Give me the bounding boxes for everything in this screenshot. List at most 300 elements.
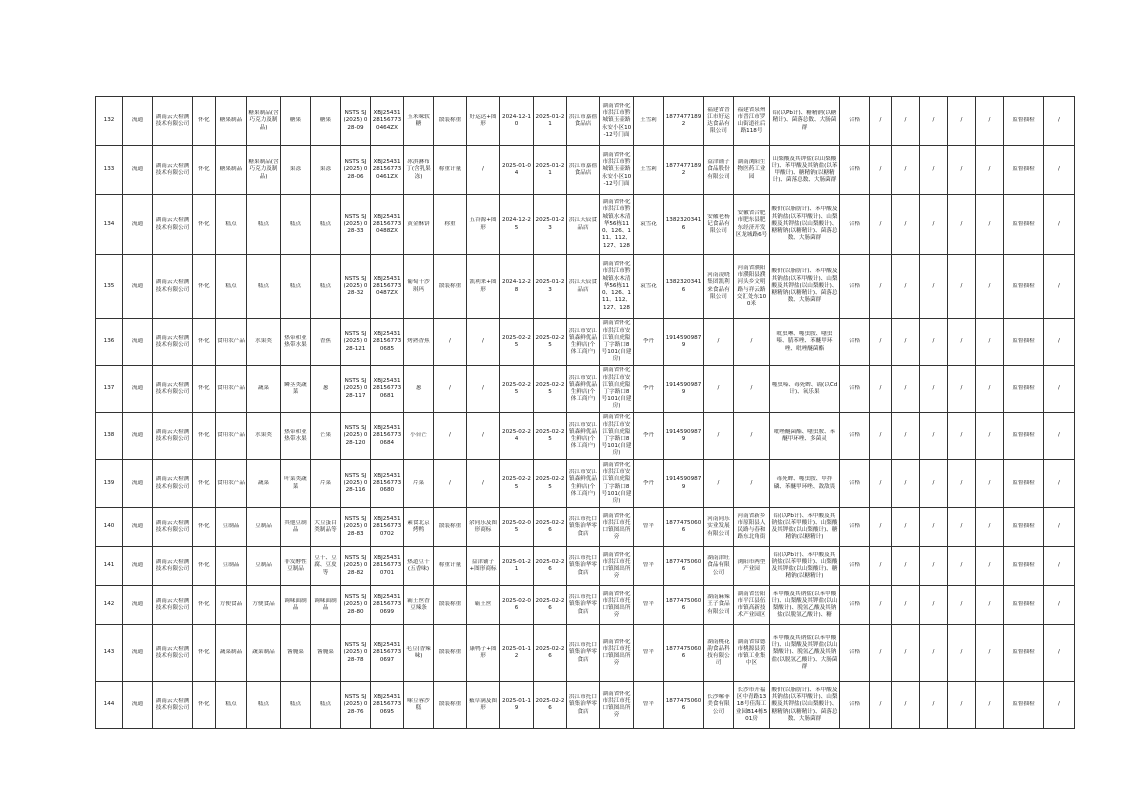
cell-food-subcategory: [247, 625, 281, 682]
cell-unqualified-item: [870, 413, 892, 460]
food-category-text: 食用农产品: [217, 385, 245, 392]
cell-testing-agency: [153, 97, 193, 146]
cell-channel: [123, 586, 153, 625]
cell-unqualified-item: [870, 586, 892, 625]
cell-manufacturer-name: [704, 547, 734, 586]
food-detail-category-text: 调味面制品: [314, 597, 337, 611]
food-sub-subcategory-text: 热带和亚热带水果: [284, 334, 307, 348]
cell-sample-number: [371, 460, 404, 508]
cell-sampled-unit-name: [567, 319, 600, 366]
sample-number-text: XBJ25431281567730464ZX: [372, 110, 402, 131]
remarks-text: /: [1058, 701, 1060, 708]
unit-text: /: [960, 432, 963, 439]
cell-row-number: [96, 682, 123, 729]
cell-row-number: [96, 366, 123, 413]
test-items-text: 铅(以Pb计)、苯甲酸及其钠盐(以苯甲酸计)、山梨酸及其钾盐(以山梨酸计)、糖精钠(以糖精计): [771, 551, 838, 580]
sample-number-text: XBJ25431281567730695: [372, 694, 402, 715]
packaging-text: /: [449, 479, 451, 486]
testing-agency-text: 湖南云天检测技术有限公司: [155, 597, 190, 611]
cell-sampled-unit-name: [567, 255, 600, 319]
cell-packaging: [434, 319, 467, 366]
cell-food-category: [216, 460, 247, 508]
cell-result: [840, 682, 870, 729]
production-date-text: 2025-01-12: [502, 645, 531, 659]
inspection-type-text: 监督抽检: [1012, 220, 1035, 227]
manufacturer-address-text: /: [750, 385, 753, 392]
cell-channel: [123, 625, 153, 682]
cell-sampled-unit-address: [600, 366, 634, 413]
contact-person-text: 王雪莉: [640, 117, 657, 124]
test-items-text: 吡虫啉、噻虫胺、噻虫嗪、腈苯唑、苯醚甲环唑、吡唑醚菌酯: [776, 331, 833, 352]
cell-standard-value: [892, 195, 920, 255]
result-text: 合格: [848, 338, 861, 345]
sampled-unit-name-text: 洪江天辰食品店: [569, 279, 597, 293]
cell-sample-number: [371, 625, 404, 682]
production-date-text: 2025-02-24: [502, 428, 531, 442]
sampled-unit-address-text: 湖南省怀化市洪江市安江镇自虎隘丁字路口8号101(自建房): [601, 320, 632, 363]
manufacturer-name-text: /: [717, 432, 720, 439]
remarks-text: /: [1058, 338, 1060, 345]
unit-text: /: [960, 701, 963, 708]
inspection-type-text: 监督抽检: [1012, 282, 1035, 289]
cell-food-detail-category: [311, 255, 341, 319]
cell-production-date: [500, 625, 534, 682]
cell-food-subcategory: [247, 413, 281, 460]
dispose-text: /: [988, 649, 991, 656]
cell-sample-name: [404, 366, 434, 413]
cell-trademark: [467, 586, 500, 625]
measured-value-text: /: [932, 523, 935, 530]
manufacturer-address-text: /: [750, 338, 753, 345]
cell-measured-value: [920, 366, 948, 413]
cell-report-number: [341, 547, 371, 586]
sampled-unit-address-text: 湖南省怀化市洪江市黔城镇玉壶路永安小区10-12号门面: [601, 151, 632, 187]
cell-channel: [123, 413, 153, 460]
cell-remarks: [1044, 319, 1075, 366]
cell-packaging: [434, 97, 467, 146]
cell-sample-number: [371, 413, 404, 460]
cell-sample-number: [371, 586, 404, 625]
cell-manufacturer-address: [734, 319, 770, 366]
manufacturer-address-text: 福建省泉州市晋江市罗山街道社后路118号: [737, 106, 766, 135]
city-text: 怀化: [198, 117, 210, 124]
cell-sampled-unit-address: [600, 547, 634, 586]
unit-text: /: [960, 166, 963, 173]
cell-manufacturer-address: [734, 413, 770, 460]
cell-remarks: [1044, 682, 1075, 729]
row-number-text: 138: [103, 432, 115, 439]
cell-remarks: [1044, 586, 1075, 625]
cell-sample-number: [371, 508, 404, 547]
standard-value-text: /: [904, 523, 907, 530]
cell-manufacturer-address: [734, 255, 770, 319]
cell-inspection-type: [1004, 682, 1044, 729]
cell-food-subcategory: [247, 682, 281, 729]
cell-packaging: [434, 508, 467, 547]
food-sub-subcategory-text: 非发酵性豆制品: [284, 558, 307, 572]
table-row: [96, 366, 1075, 413]
packaging-text: 称重: [444, 220, 456, 227]
dispose-text: /: [988, 282, 991, 289]
cell-inspection-type: [1004, 97, 1044, 146]
cell-test-items: [770, 319, 840, 366]
report-number-text: NSTS SJ (2025) 028-116: [343, 472, 368, 494]
remarks-text: /: [1058, 479, 1060, 486]
food-sub-subcategory-text: 调味面制品: [284, 597, 307, 611]
channel-text: 流通: [131, 523, 144, 530]
cell-testing-agency: [153, 508, 193, 547]
cell-result: [840, 146, 870, 195]
cell-measured-value: [920, 255, 948, 319]
sample-name-text: 霸王丝香豆辣条: [407, 597, 430, 611]
cell-city: [193, 625, 216, 682]
cell-food-detail-category: [311, 195, 341, 255]
row-number-text: 141: [103, 562, 115, 569]
cell-food-detail-category: [311, 413, 341, 460]
cell-channel: [123, 508, 153, 547]
cell-sampling-date: [534, 460, 567, 508]
cell-row-number: [96, 255, 123, 319]
unit-text: /: [960, 523, 963, 530]
trademark-text: 康鸭子+图形: [469, 645, 497, 659]
cell-result: [840, 366, 870, 413]
cell-food-category: [216, 547, 247, 586]
sampled-unit-name-text: 洪江市安江镇森鲜优品生鲜店(个体工商户): [569, 374, 597, 403]
channel-text: 流通: [131, 432, 144, 439]
production-date-text: 2024-12-10: [502, 113, 531, 127]
channel-text: 流通: [131, 117, 144, 124]
cell-sampling-date: [534, 319, 567, 366]
cell-food-subcategory: [247, 460, 281, 508]
cell-food-subcategory: [247, 366, 281, 413]
remarks-text: /: [1058, 166, 1060, 173]
cell-sample-name: [404, 682, 434, 729]
food-detail-category-text: 果冻: [319, 166, 332, 173]
sampled-unit-name-text: 洪江市安江镇森鲜优品生鲜店(个体工商户): [569, 421, 597, 450]
cell-contact-phone: [664, 586, 704, 625]
row-number-text: 137: [103, 385, 115, 392]
manufacturer-name-text: 湖南桃花韵食品科技有限公司: [707, 638, 730, 667]
cell-test-items: [770, 586, 840, 625]
manufacturer-address-text: /: [750, 479, 753, 486]
cell-unqualified-item: [870, 366, 892, 413]
cell-sample-number: [371, 146, 404, 195]
contact-phone-text: 18774750606: [665, 519, 702, 533]
cell-food-category: [216, 682, 247, 729]
testing-agency-text: 湖南云天检测技术有限公司: [155, 428, 190, 442]
food-sub-subcategory-text: 果冻: [289, 166, 302, 173]
cell-row-number: [96, 97, 123, 146]
cell-unit: [948, 146, 976, 195]
cell-unqualified-item: [870, 682, 892, 729]
table-row: [96, 146, 1075, 195]
food-subcategory-text: 水果类: [255, 432, 272, 439]
city-text: 怀化: [198, 432, 210, 439]
sampling-date-text: 2025-02-25: [535, 381, 565, 395]
cell-inspection-type: [1004, 460, 1044, 508]
testing-agency-text: 湖南云天检测技术有限公司: [155, 519, 190, 533]
sampled-unit-address-text: 湖南省怀化市洪江市托口镇图出所旁: [602, 551, 631, 580]
food-sub-subcategory-text: 热带和亚热带水果: [284, 428, 307, 442]
cell-trademark: [467, 146, 500, 195]
sampled-unit-name-text: 洪江市托口镇集治华零食店: [569, 642, 597, 663]
city-text: 怀化: [198, 282, 210, 289]
contact-person-text: 李丹: [642, 385, 655, 392]
cell-sample-name: [404, 586, 434, 625]
testing-agency-text: 湖南云天检测技术有限公司: [155, 162, 190, 176]
unqualified-item-text: /: [879, 220, 882, 227]
manufacturer-address-text: 湖南浏阳生物医药工业园: [737, 159, 766, 180]
cell-test-items: [770, 625, 840, 682]
cell-city: [193, 97, 216, 146]
cell-unqualified-item: [870, 97, 892, 146]
contact-phone-text: 19145909879: [665, 428, 702, 442]
cell-food-sub-subcategory: [281, 413, 311, 460]
cell-sampling-date: [534, 682, 567, 729]
cell-sample-name: [404, 547, 434, 586]
cell-sampled-unit-address: [600, 508, 634, 547]
city-text: 怀化: [198, 701, 210, 708]
result-text: 合格: [848, 166, 861, 173]
cell-manufacturer-name: [704, 255, 734, 319]
cell-inspection-type: [1004, 625, 1044, 682]
cell-food-subcategory: [247, 547, 281, 586]
cell-trademark: [467, 413, 500, 460]
test-items-text: 铅(以Pb计)、糖精钠(以糖精计)、菌落总数、大肠菌群: [772, 110, 837, 131]
contact-phone-text: 18774750606: [665, 597, 702, 611]
cell-sampled-unit-address: [600, 97, 634, 146]
cell-result: [840, 97, 870, 146]
testing-agency-text: 湖南云天检测技术有限公司: [155, 645, 190, 659]
result-text: 合格: [848, 385, 861, 392]
cell-dispose: [976, 508, 1004, 547]
trademark-text: 好运达+图形: [469, 113, 497, 127]
remarks-text: /: [1058, 282, 1060, 289]
cell-city: [193, 319, 216, 366]
table-row: [96, 413, 1075, 460]
cell-production-date: [500, 547, 534, 586]
cell-manufacturer-address: [734, 146, 770, 195]
cell-manufacturer-address: [734, 547, 770, 586]
contact-person-text: 曾平: [642, 562, 655, 569]
cell-sample-name: [404, 508, 434, 547]
cell-contact-phone: [664, 366, 704, 413]
sampled-unit-address-text: 湖南省怀化市洪江市黔城镇水木清华56栋110、126、111、112、127、128: [602, 199, 631, 249]
cell-unit: [948, 460, 976, 508]
cell-testing-agency: [153, 547, 193, 586]
sample-number-text: XBJ25431281567730685: [372, 331, 402, 352]
cell-food-sub-subcategory: [281, 547, 311, 586]
cell-sample-number: [371, 319, 404, 366]
cell-packaging: [434, 682, 467, 729]
trademark-text: 益津铺子+图形商标: [469, 558, 497, 572]
remarks-text: /: [1058, 523, 1060, 530]
report-number-text: NSTS SJ (2025) 028-82: [343, 555, 368, 576]
cell-sampled-unit-address: [600, 195, 634, 255]
cell-testing-agency: [153, 460, 193, 508]
cell-city: [193, 547, 216, 586]
cell-channel: [123, 146, 153, 195]
cell-food-sub-subcategory: [281, 682, 311, 729]
unit-text: /: [960, 601, 963, 608]
cell-production-date: [500, 586, 534, 625]
manufacturer-address-text: 湖南省岳阳市平江县伍市镇高新技术产业园区: [737, 590, 766, 619]
sample-name-text: 热道豆干(五香味): [407, 558, 430, 572]
cell-unqualified-item: [870, 460, 892, 508]
cell-manufacturer-name: [704, 682, 734, 729]
cell-manufacturer-name: [704, 586, 734, 625]
inspection-type-text: 监督抽检: [1012, 166, 1035, 173]
cell-testing-agency: [153, 255, 193, 319]
food-detail-category-text: 糕点: [319, 701, 332, 708]
cell-row-number: [96, 460, 123, 508]
cell-packaging: [434, 146, 467, 195]
cell-manufacturer-name: [704, 366, 734, 413]
cell-remarks: [1044, 255, 1075, 319]
dispose-text: /: [988, 601, 991, 608]
sampling-date-text: 2025-02-25: [535, 476, 565, 490]
contact-phone-text: 18774750606: [665, 558, 702, 572]
test-items-text: 噻虫嗪、毒死蜱、镉(以Cd计)、氧乐果: [771, 381, 838, 395]
packaging-text: /: [449, 432, 451, 439]
cell-food-detail-category: [311, 682, 341, 729]
contact-person-text: 袁雪花: [640, 282, 657, 289]
manufacturer-name-text: 福建省晋江市好运达食品有限公司: [707, 106, 730, 135]
sample-number-text: XBJ25431281567730684: [372, 425, 402, 446]
cell-standard-value: [892, 255, 920, 319]
cell-sampled-unit-name: [567, 97, 600, 146]
manufacturer-name-text: /: [717, 338, 720, 345]
packaging-text: 称重计量: [438, 166, 462, 173]
table-row: [96, 682, 1075, 729]
cell-testing-agency: [153, 413, 193, 460]
cell-production-date: [500, 319, 534, 366]
trademark-text: 五谷源+图形: [469, 217, 497, 231]
trademark-text: /: [482, 338, 484, 345]
food-category-text: 糕点: [225, 220, 237, 227]
cell-remarks: [1044, 460, 1075, 508]
cell-food-sub-subcategory: [281, 146, 311, 195]
cell-remarks: [1044, 97, 1075, 146]
food-subcategory-text: 糖果制品(含巧克力及制品): [248, 110, 279, 131]
cell-channel: [123, 460, 153, 508]
dispose-text: /: [988, 166, 991, 173]
cell-sampling-date: [534, 366, 567, 413]
remarks-text: /: [1058, 385, 1060, 392]
manufacturer-address-text: 河南省新乡市原阳县人民路与春和路东北角街: [737, 512, 766, 541]
production-date-text: 2025-02-25: [502, 476, 531, 490]
cell-sample-name: [404, 195, 434, 255]
row-number-text: 144: [103, 701, 115, 708]
manufacturer-address-text: 湖南省常德市桃源县黄市镇工业集中区: [737, 638, 766, 667]
food-detail-category-text: 糕点: [319, 220, 332, 227]
report-number-text: NSTS SJ (2025) 028-121: [343, 331, 368, 352]
cell-food-subcategory: [247, 508, 281, 547]
dispose-text: /: [988, 385, 991, 392]
measured-value-text: /: [932, 385, 935, 392]
contact-phone-text: 13823203416: [665, 279, 702, 293]
unqualified-item-text: /: [879, 523, 882, 530]
cell-contact-person: [634, 195, 664, 255]
cell-sampled-unit-address: [600, 625, 634, 682]
cell-food-category: [216, 195, 247, 255]
contact-person-text: 曾平: [642, 649, 655, 656]
city-text: 怀化: [198, 479, 210, 486]
cell-contact-person: [634, 413, 664, 460]
dispose-text: /: [988, 479, 991, 486]
cell-report-number: [341, 366, 371, 413]
cell-production-date: [500, 97, 534, 146]
food-subcategory-text: 糕点: [257, 701, 270, 708]
result-text: 合格: [848, 523, 861, 530]
sample-name-text: 黄金酥饼: [407, 220, 430, 227]
cell-unit: [948, 547, 976, 586]
cell-row-number: [96, 195, 123, 255]
cell-row-number: [96, 625, 123, 682]
food-category-text: 糖果制品: [219, 117, 243, 124]
sampled-unit-name-text: 洪江市嘉禧食品店: [569, 162, 597, 176]
measured-value-text: /: [932, 338, 935, 345]
cell-sampled-unit-name: [567, 547, 600, 586]
channel-text: 流通: [131, 338, 144, 345]
dispose-text: /: [988, 220, 991, 227]
trademark-text: /: [482, 432, 484, 439]
sampled-unit-address-text: 湖南省怀化市洪江市托口镇图出所旁: [602, 590, 631, 619]
sample-number-text: XBJ25431281567730488ZX: [372, 213, 402, 235]
sampled-unit-address-text: 湖南省怀化市洪江市黔城镇水木清华56栋110、126、111、112、127、128: [602, 261, 631, 311]
sample-name-text: 烤熟香蕉: [407, 338, 430, 345]
sampling-date-text: 2025-02-26: [535, 519, 565, 533]
cell-result: [840, 413, 870, 460]
cell-testing-agency: [153, 625, 193, 682]
cell-production-date: [500, 508, 534, 547]
row-number-text: 136: [103, 338, 115, 345]
cell-sampling-date: [534, 413, 567, 460]
cell-measured-value: [920, 682, 948, 729]
cell-food-category: [216, 508, 247, 547]
cell-manufacturer-address: [734, 625, 770, 682]
cell-report-number: [341, 255, 371, 319]
cell-test-items: [770, 255, 840, 319]
cell-sampled-unit-address: [600, 319, 634, 366]
channel-text: 流通: [131, 562, 144, 569]
cell-inspection-type: [1004, 195, 1044, 255]
manufacturer-address-text: 河南省濮阳市濮阳县濮河头乡文明路与祥云路交汇处东100米: [736, 264, 767, 307]
cell-contact-person: [634, 366, 664, 413]
row-number-text: 140: [103, 523, 115, 530]
production-date-text: 2024-12-25: [502, 217, 531, 231]
measured-value-text: /: [932, 601, 935, 608]
sampling-date-text: 2025-02-25: [535, 428, 565, 442]
cell-report-number: [341, 508, 371, 547]
table-row: [96, 625, 1075, 682]
sample-number-text: XBJ25431281567730702: [372, 516, 402, 537]
cell-channel: [123, 547, 153, 586]
cell-food-category: [216, 366, 247, 413]
cell-manufacturer-name: [704, 625, 734, 682]
cell-row-number: [96, 586, 123, 625]
cell-food-detail-category: [311, 625, 341, 682]
channel-text: 流通: [131, 220, 144, 227]
unqualified-item-text: /: [879, 601, 882, 608]
food-category-text: 豆制品: [222, 523, 240, 530]
cell-production-date: [500, 460, 534, 508]
cell-unqualified-item: [870, 319, 892, 366]
cell-contact-person: [634, 255, 664, 319]
sampled-unit-name-text: 洪江市安江镇森鲜优品生鲜店(个体工商户): [569, 469, 597, 497]
report-number-text: NSTS SJ (2025) 028-80: [343, 594, 368, 615]
cell-sample-name: [404, 255, 434, 319]
